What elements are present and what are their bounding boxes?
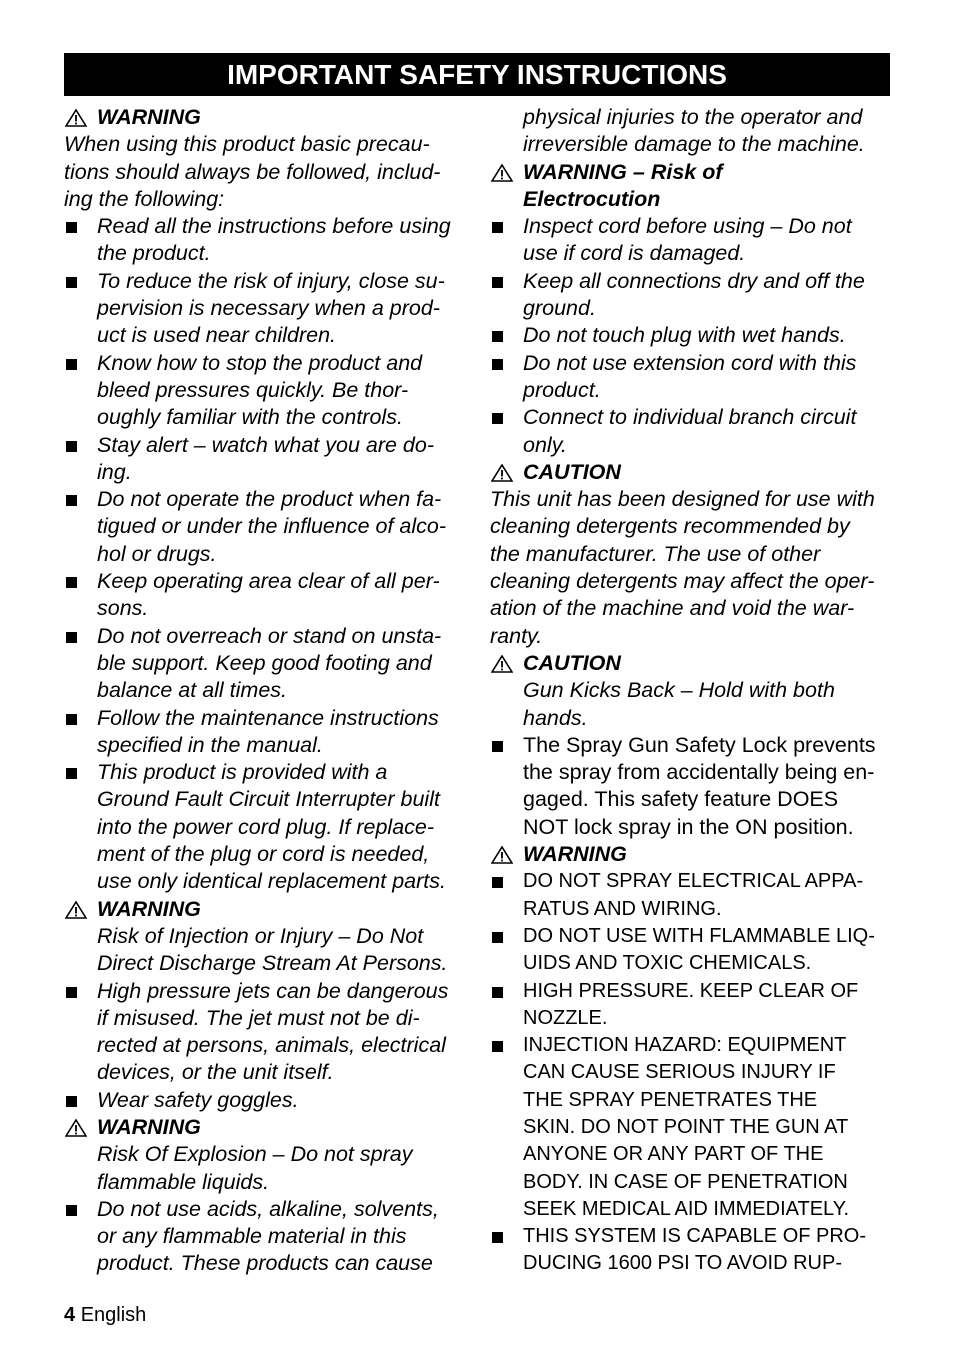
warning-heading: WARNING – Risk of [523, 159, 723, 184]
text-line: HIGH PRESSURE. KEEP CLEAR OF [523, 979, 859, 1002]
bullet-square-icon [492, 413, 503, 424]
page-title: IMPORTANT SAFETY INSTRUCTIONS [64, 53, 890, 96]
bullet-square-icon [492, 222, 503, 233]
text-line: only. [523, 432, 567, 457]
continued-text [490, 104, 894, 159]
text-line: BODY. IN CASE OF PENETRATION [523, 1170, 848, 1193]
text-line: RATUS AND WIRING. [523, 897, 722, 920]
text-line: Risk of Injection or Injury – Do Not [97, 923, 424, 948]
list-item [490, 268, 894, 323]
warning-header [64, 896, 468, 923]
text-line: Wear safety goggles. [97, 1087, 299, 1112]
text-line: tigued or under the influence of alco- [97, 514, 447, 539]
text-line: irreversible damage to the machine. [523, 132, 865, 157]
list-item [490, 404, 894, 459]
bullet-square-icon [66, 359, 77, 370]
page-footer [64, 1303, 146, 1327]
text-line: if misused. The jet must not be di- [97, 1005, 420, 1030]
list-item [490, 868, 894, 923]
text-line: ble support. Keep good footing and [97, 650, 432, 675]
text-line: ground. [523, 296, 596, 321]
bullet-square-icon [66, 714, 77, 725]
text-line: NOZZLE. [523, 1006, 608, 1029]
list-item [64, 623, 468, 705]
text-line: Keep all connections dry and off the [523, 268, 865, 293]
text-line: cleaning detergents may affect the oper- [490, 569, 875, 594]
list-item [490, 732, 894, 841]
text-line: This unit has been designed for use with [490, 487, 875, 512]
text-line: ing. [97, 459, 132, 484]
warning-triangle-icon [491, 164, 513, 182]
bullet-square-icon [492, 877, 503, 888]
bullet-square-icon [492, 741, 503, 752]
text-line: SKIN. DO NOT POINT THE GUN AT [523, 1115, 849, 1138]
text-line: Do not touch plug with wet hands. [523, 323, 846, 348]
list-item [490, 322, 894, 349]
bullet-square-icon [66, 495, 77, 506]
list-item [64, 432, 468, 487]
warning-heading: WARNING [523, 842, 627, 867]
text-line: uct is used near children. [97, 323, 337, 348]
text-line: hol or drugs. [97, 541, 217, 566]
bullet-square-icon [492, 331, 503, 342]
caution-header [490, 459, 894, 486]
text-line: product. These products can cause [97, 1251, 433, 1276]
bullet-square-icon [66, 768, 77, 779]
list-item [490, 350, 894, 405]
text-line: CAN CAUSE SERIOUS INJURY IF [523, 1061, 836, 1084]
page-number: 4 [64, 1304, 76, 1326]
text-line: SEEK MEDICAL AID IMMEDIATELY. [523, 1197, 850, 1220]
text-line: ranty. [490, 623, 543, 648]
caution-body [490, 486, 894, 650]
text-line: THIS SYSTEM IS CAPABLE OF PRO- [523, 1225, 867, 1248]
text-line: physical injuries to the operator and [523, 105, 863, 129]
text-line: Stay alert – watch what you are do- [97, 432, 435, 457]
warning-heading: WARNING [97, 1114, 201, 1139]
list-item [64, 705, 468, 760]
text-line: UIDS AND TOXIC CHEMICALS. [523, 952, 812, 975]
warning-subtitle [64, 923, 468, 978]
text-line: tions should always be followed, includ- [64, 159, 441, 184]
text-line: To reduce the risk of injury, close su- [97, 268, 445, 293]
bullet-square-icon [492, 359, 503, 370]
bullet-square-icon [492, 1041, 503, 1052]
list-item [490, 213, 894, 268]
text-line: pervision is necessary when a prod- [97, 296, 440, 321]
text-line: sons. [97, 596, 149, 621]
list-item [64, 213, 468, 268]
text-line: NOT lock spray in the ON position. [523, 814, 854, 839]
right-column [490, 104, 894, 1278]
text-line: rected at persons, animals, electrical [97, 1033, 446, 1058]
warning-subtitle [64, 1141, 468, 1196]
text-line: into the power cord plug. If replace- [97, 814, 435, 839]
bullet-square-icon [492, 932, 503, 943]
list-item [490, 1032, 894, 1223]
warning-heading: Electrocution [523, 186, 661, 211]
text-line: ment of the plug or cord is needed, [97, 842, 430, 867]
warning-heading: WARNING [97, 896, 201, 921]
list-item [64, 759, 468, 895]
text-line: oughly familiar with the controls. [97, 405, 403, 430]
bullet-square-icon [66, 1205, 77, 1216]
warning-triangle-icon [65, 901, 87, 919]
caution-heading: CAUTION [523, 650, 621, 675]
text-line: specified in the manual. [97, 732, 323, 757]
caution-subtitle [490, 677, 894, 732]
warning-intro [64, 131, 468, 213]
warning-header [490, 159, 894, 214]
text-line: the spray from accidentally being en- [523, 760, 875, 785]
warning-triangle-icon [65, 109, 87, 127]
bullet-square-icon [492, 1232, 503, 1243]
text-line: product. [523, 377, 601, 402]
footer-language: English [80, 1304, 147, 1326]
warning-triangle-icon [491, 846, 513, 864]
list-item [490, 1223, 894, 1278]
text-line: gaged. This safety feature DOES [523, 787, 839, 812]
caution-heading: CAUTION [523, 459, 621, 484]
bullet-square-icon [66, 632, 77, 643]
text-line: Keep operating area clear of all per- [97, 569, 440, 594]
warning-header [64, 1114, 468, 1141]
text-line: Gun Kicks Back – Hold with both [523, 678, 835, 703]
list-item [64, 268, 468, 350]
text-line: Risk Of Explosion – Do not spray [97, 1142, 413, 1167]
text-line: Ground Fault Circuit Interrupter built [97, 787, 440, 812]
warning-triangle-icon [491, 464, 513, 482]
text-line: Do not use extension cord with this [523, 350, 857, 375]
bullet-square-icon [66, 1096, 77, 1107]
text-line: hands. [523, 705, 588, 730]
text-line: Do not overreach or stand on unsta- [97, 623, 442, 648]
warning-triangle-icon [65, 1119, 87, 1137]
warning-heading: WARNING [97, 105, 201, 129]
text-line: use only identical replacement parts. [97, 869, 446, 894]
text-line: cleaning detergents recommended by [490, 514, 850, 539]
text-line: DO NOT USE WITH FLAMMABLE LIQ- [523, 924, 875, 947]
list-item [64, 568, 468, 623]
text-line: ation of the machine and void the war- [490, 596, 855, 621]
bullet-square-icon [66, 277, 77, 288]
text-line: Follow the maintenance instructions [97, 705, 439, 730]
warning-header [64, 104, 468, 131]
caution-header [490, 650, 894, 677]
text-line: Connect to individual branch circuit [523, 405, 857, 430]
list-item [64, 350, 468, 432]
text-line: DUCING 1600 PSI TO AVOID RUP- [523, 1252, 842, 1275]
text-line: balance at all times. [97, 678, 288, 703]
bullet-square-icon [66, 441, 77, 452]
bullet-square-icon [492, 987, 503, 998]
text-line: The Spray Gun Safety Lock prevents [523, 732, 876, 757]
text-line: Read all the instructions before using [97, 214, 451, 239]
list-item [64, 486, 468, 568]
text-line: When using this product basic precau- [64, 132, 430, 157]
left-column [64, 104, 468, 1278]
bullet-square-icon [492, 277, 503, 288]
list-item [64, 1087, 468, 1114]
text-line: Inspect cord before using – Do not [523, 214, 852, 239]
text-line: This product is provided with a [97, 760, 388, 785]
bullet-square-icon [66, 987, 77, 998]
text-line: High pressure jets can be dangerous [97, 978, 449, 1003]
list-item [64, 1196, 468, 1278]
bullet-square-icon [66, 577, 77, 588]
text-line: or any flammable material in this [97, 1224, 407, 1249]
list-item [64, 978, 468, 1087]
list-item [490, 978, 894, 1033]
text-line: Do not use acids, alkaline, solvents, [97, 1196, 439, 1221]
text-line: Do not operate the product when fa- [97, 487, 442, 512]
text-line: bleed pressures quickly. Be thor- [97, 377, 409, 402]
list-item [490, 923, 894, 978]
text-line: INJECTION HAZARD: EQUIPMENT [523, 1034, 847, 1057]
warning-header [490, 841, 894, 868]
warning-triangle-icon [491, 655, 513, 673]
text-line: Direct Discharge Stream At Persons. [97, 951, 448, 976]
text-line: ANYONE OR ANY PART OF THE [523, 1143, 824, 1166]
text-line: THE SPRAY PENETRATES THE [523, 1088, 818, 1111]
text-line: DO NOT SPRAY ELECTRICAL APPA- [523, 870, 864, 893]
text-line: use if cord is damaged. [523, 241, 746, 266]
text-line: the product. [97, 241, 211, 266]
bullet-square-icon [66, 222, 77, 233]
text-line: devices, or the unit itself. [97, 1060, 334, 1085]
text-line: ing the following: [64, 186, 225, 211]
text-line: flammable liquids. [97, 1169, 270, 1194]
text-line: the manufacturer. The use of other [490, 541, 821, 566]
text-line: Know how to stop the product and [97, 350, 423, 375]
